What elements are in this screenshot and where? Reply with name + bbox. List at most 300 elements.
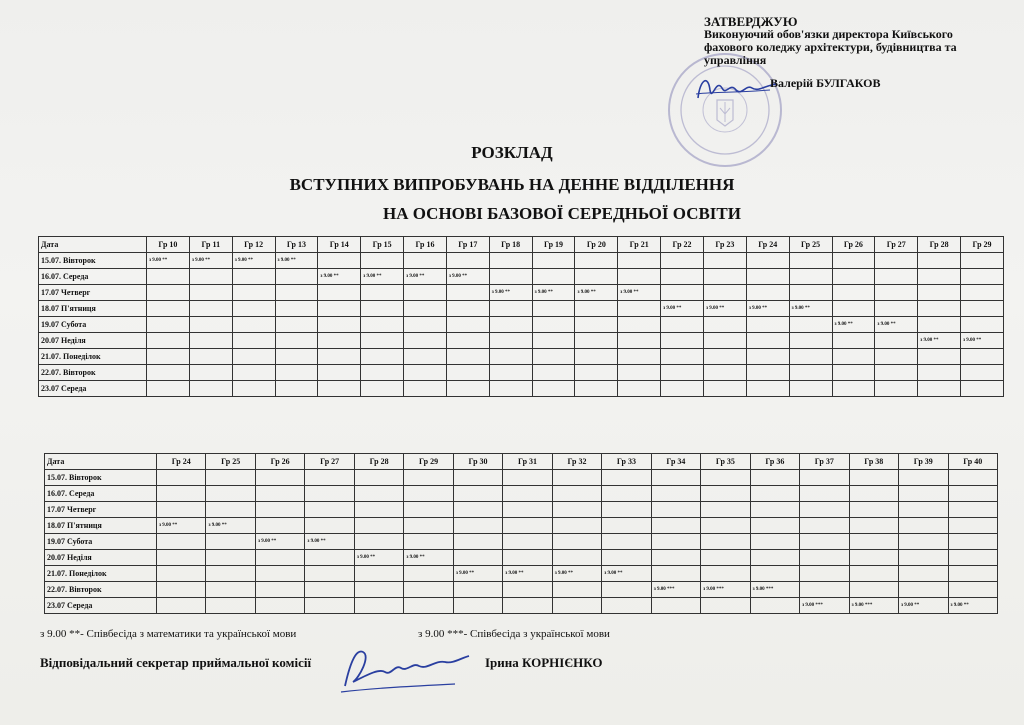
row-date: 15.07. Вівторок <box>39 253 147 269</box>
schedule-cell <box>305 550 354 566</box>
schedule-cell <box>255 598 304 614</box>
schedule-cell <box>832 269 875 285</box>
schedule-cell <box>404 381 447 397</box>
schedule-cell <box>206 566 255 582</box>
schedule-cell <box>602 550 651 566</box>
schedule-cell: з 9.00 ** <box>232 253 275 269</box>
schedule-cell <box>503 550 552 566</box>
schedule-cell <box>361 317 404 333</box>
schedule-cell <box>489 317 532 333</box>
schedule-cell <box>849 582 898 598</box>
schedule-cell <box>157 582 206 598</box>
schedule-cell <box>661 365 704 381</box>
group-column-header: Гр 26 <box>832 237 875 253</box>
schedule-cell <box>354 502 403 518</box>
schedule-cell <box>206 470 255 486</box>
schedule-table-1 <box>38 236 1004 397</box>
schedule-cell: з 9.00 ** <box>404 550 453 566</box>
schedule-cell <box>703 349 746 365</box>
schedule-cell <box>948 534 998 550</box>
schedule-cell <box>618 253 661 269</box>
schedule-cell <box>948 486 998 502</box>
schedule-cell <box>404 566 453 582</box>
schedule-cell <box>404 486 453 502</box>
schedule-cell <box>918 349 961 365</box>
schedule-cell <box>404 582 453 598</box>
schedule-cell <box>849 550 898 566</box>
schedule-cell <box>157 598 206 614</box>
schedule-cell <box>701 598 750 614</box>
schedule-cell <box>800 550 849 566</box>
schedule-cell <box>232 365 275 381</box>
schedule-cell <box>750 518 799 534</box>
schedule-cell <box>703 333 746 349</box>
schedule-cell: з 9.00 ** <box>602 566 651 582</box>
schedule-cell <box>961 317 1004 333</box>
schedule-cell <box>489 381 532 397</box>
schedule-cell <box>275 269 318 285</box>
schedule-cell <box>961 285 1004 301</box>
schedule-cell <box>800 470 849 486</box>
schedule-cell: з 9.00 ** <box>618 285 661 301</box>
schedule-cell <box>532 301 575 317</box>
schedule-cell <box>875 285 918 301</box>
schedule-cell <box>255 502 304 518</box>
schedule-cell <box>849 534 898 550</box>
schedule-cell <box>189 285 232 301</box>
schedule-cell <box>918 285 961 301</box>
schedule-cell <box>899 470 948 486</box>
schedule-cell <box>361 301 404 317</box>
schedule-cell <box>875 333 918 349</box>
schedule-cell <box>750 470 799 486</box>
table-header-row <box>45 454 998 470</box>
group-column-header: Гр 33 <box>602 454 651 470</box>
schedule-cell <box>305 582 354 598</box>
group-column-header: Гр 23 <box>703 237 746 253</box>
schedule-cell <box>746 381 789 397</box>
schedule-cell <box>147 333 190 349</box>
table-row <box>45 582 998 598</box>
group-column-header: Гр 18 <box>489 237 532 253</box>
schedule-cell <box>305 470 354 486</box>
schedule-cell <box>532 333 575 349</box>
schedule-cell <box>453 550 502 566</box>
row-date: 16.07. Середа <box>39 269 147 285</box>
row-date: 19.07 Субота <box>39 317 147 333</box>
schedule-cell <box>703 381 746 397</box>
date-column-header: Дата <box>39 237 147 253</box>
table-row <box>39 317 1004 333</box>
schedule-cell <box>602 518 651 534</box>
group-column-header: Гр 28 <box>354 454 403 470</box>
schedule-cell <box>661 285 704 301</box>
schedule-cell <box>750 534 799 550</box>
schedule-cell <box>189 301 232 317</box>
schedule-cell <box>899 582 948 598</box>
schedule-cell <box>453 518 502 534</box>
schedule-cell <box>354 566 403 582</box>
schedule-cell <box>318 349 361 365</box>
schedule-cell <box>404 301 447 317</box>
schedule-cell <box>503 470 552 486</box>
schedule-cell <box>575 317 618 333</box>
schedule-cell: з 9.00 ** <box>354 550 403 566</box>
schedule-cell <box>552 486 601 502</box>
schedule-cell <box>446 253 489 269</box>
schedule-cell <box>453 470 502 486</box>
schedule-cell: з 9.00 ** <box>503 566 552 582</box>
schedule-cell <box>552 598 601 614</box>
schedule-cell <box>703 317 746 333</box>
schedule-cell <box>489 365 532 381</box>
schedule-cell <box>503 582 552 598</box>
schedule-cell <box>318 317 361 333</box>
table-row <box>39 253 1004 269</box>
schedule-cell <box>849 566 898 582</box>
group-column-header: Гр 35 <box>701 454 750 470</box>
schedule-cell <box>552 582 601 598</box>
schedule-cell <box>361 381 404 397</box>
schedule-cell: з 9.00 ** <box>361 269 404 285</box>
group-column-header: Гр 31 <box>503 454 552 470</box>
schedule-cell <box>404 534 453 550</box>
schedule-cell: з 9.00 ** <box>255 534 304 550</box>
schedule-cell: з 9.00 *** <box>651 582 700 598</box>
schedule-cell <box>453 598 502 614</box>
group-column-header: Гр 24 <box>746 237 789 253</box>
schedule-cell <box>157 470 206 486</box>
group-column-header: Гр 15 <box>361 237 404 253</box>
schedule-cell <box>789 381 832 397</box>
schedule-cell <box>275 285 318 301</box>
group-column-header: Гр 28 <box>918 237 961 253</box>
schedule-cell <box>575 333 618 349</box>
row-date: 16.07. Середа <box>45 486 157 502</box>
table-row <box>45 534 998 550</box>
schedule-cell <box>232 333 275 349</box>
row-date: 18.07 П'ятниця <box>39 301 147 317</box>
schedule-cell: з 9.00 ** <box>318 269 361 285</box>
schedule-cell <box>532 317 575 333</box>
schedule-cell: з 9.00 *** <box>750 582 799 598</box>
schedule-cell <box>255 486 304 502</box>
schedule-cell <box>651 470 700 486</box>
group-column-header: Гр 37 <box>800 454 849 470</box>
table-row <box>39 285 1004 301</box>
table-row <box>39 381 1004 397</box>
schedule-cell <box>147 365 190 381</box>
schedule-cell <box>446 365 489 381</box>
schedule-cell <box>800 486 849 502</box>
schedule-cell <box>961 253 1004 269</box>
schedule-cell: з 9.00 *** <box>701 582 750 598</box>
group-column-header: Гр 19 <box>532 237 575 253</box>
group-column-header: Гр 40 <box>948 454 998 470</box>
schedule-cell <box>489 349 532 365</box>
schedule-cell <box>746 317 789 333</box>
group-column-header: Гр 25 <box>206 454 255 470</box>
schedule-cell <box>899 486 948 502</box>
schedule-cell <box>318 285 361 301</box>
schedule-cell <box>899 502 948 518</box>
row-date: 22.07. Вівторок <box>45 582 157 598</box>
schedule-cell <box>275 349 318 365</box>
schedule-cell <box>318 365 361 381</box>
schedule-cell <box>918 301 961 317</box>
row-date: 17.07 Четверг <box>39 285 147 301</box>
approval-signer: Валерій БУЛГАКОВ <box>770 76 881 90</box>
schedule-cell <box>255 550 304 566</box>
schedule-cell <box>789 317 832 333</box>
schedule-cell <box>701 470 750 486</box>
schedule-cell <box>157 502 206 518</box>
schedule-cell <box>232 285 275 301</box>
row-date: 21.07. Понеділок <box>45 566 157 582</box>
schedule-cell <box>948 502 998 518</box>
schedule-cell <box>651 598 700 614</box>
schedule-cell <box>961 381 1004 397</box>
schedule-cell <box>602 534 651 550</box>
group-column-header: Гр 24 <box>157 454 206 470</box>
table-row <box>39 365 1004 381</box>
schedule-cell <box>918 381 961 397</box>
group-column-header: Гр 29 <box>404 454 453 470</box>
schedule-cell <box>701 550 750 566</box>
schedule-cell <box>361 365 404 381</box>
schedule-cell <box>552 470 601 486</box>
schedule-cell <box>189 317 232 333</box>
group-column-header: Гр 20 <box>575 237 618 253</box>
schedule-cell: з 9.00 ** <box>189 253 232 269</box>
schedule-cell: з 9.00 ** <box>147 253 190 269</box>
schedule-cell <box>532 253 575 269</box>
schedule-cell <box>305 598 354 614</box>
schedule-cell <box>354 582 403 598</box>
schedule-cell <box>789 285 832 301</box>
schedule-cell: з 9.00 ** <box>961 333 1004 349</box>
row-date: 15.07. Вівторок <box>45 470 157 486</box>
schedule-cell <box>552 550 601 566</box>
schedule-cell <box>750 486 799 502</box>
schedule-cell <box>318 381 361 397</box>
secretary-role: Відповідальний секретар приймальної комісії <box>40 655 312 670</box>
schedule-cell: з 9.00 ** <box>305 534 354 550</box>
table-row <box>45 518 998 534</box>
schedule-cell <box>961 301 1004 317</box>
group-column-header: Гр 11 <box>189 237 232 253</box>
group-column-header: Гр 30 <box>453 454 502 470</box>
schedule-cell <box>918 365 961 381</box>
schedule-cell <box>404 285 447 301</box>
schedule-cell <box>703 365 746 381</box>
group-column-header: Гр 36 <box>750 454 799 470</box>
schedule-cell: з 9.00 ** <box>703 301 746 317</box>
schedule-cell <box>354 470 403 486</box>
schedule-cell: з 9.00 ** <box>157 518 206 534</box>
schedule-cell <box>503 486 552 502</box>
schedule-cell <box>832 285 875 301</box>
group-column-header: Гр 26 <box>255 454 304 470</box>
schedule-cell <box>875 269 918 285</box>
schedule-cell <box>446 285 489 301</box>
group-column-header: Гр 22 <box>661 237 704 253</box>
schedule-cell <box>746 269 789 285</box>
schedule-cell <box>602 582 651 598</box>
schedule-cell <box>701 486 750 502</box>
group-column-header: Гр 17 <box>446 237 489 253</box>
schedule-cell <box>446 301 489 317</box>
date-column-header: Дата <box>45 454 157 470</box>
schedule-cell <box>157 486 206 502</box>
schedule-cell <box>206 502 255 518</box>
schedule-cell <box>361 349 404 365</box>
schedule-cell <box>275 381 318 397</box>
schedule-cell <box>147 349 190 365</box>
schedule-cell <box>232 349 275 365</box>
schedule-cell: з 9.00 ** <box>746 301 789 317</box>
approval-line-3: управління <box>704 53 767 67</box>
group-column-header: Гр 12 <box>232 237 275 253</box>
schedule-cell <box>532 349 575 365</box>
schedule-cell <box>305 502 354 518</box>
schedule-cell <box>750 566 799 582</box>
table-row <box>45 470 998 486</box>
schedule-cell <box>618 365 661 381</box>
schedule-cell <box>255 470 304 486</box>
group-column-header: Гр 10 <box>147 237 190 253</box>
approval-line-2: фахового коледжу архітектури, будівництва та <box>704 40 957 54</box>
schedule-cell <box>354 598 403 614</box>
title-line-1: РОЗКЛАД <box>471 143 553 162</box>
schedule-cell <box>318 333 361 349</box>
schedule-cell <box>157 534 206 550</box>
approval-block <box>704 14 1004 90</box>
schedule-cell <box>575 381 618 397</box>
schedule-cell <box>789 349 832 365</box>
schedule-cell: з 9.00 ** <box>206 518 255 534</box>
schedule-cell <box>206 598 255 614</box>
schedule-cell <box>746 333 789 349</box>
row-date: 20.07 Неділя <box>45 550 157 566</box>
group-column-header: Гр 25 <box>789 237 832 253</box>
row-date: 22.07. Вівторок <box>39 365 147 381</box>
schedule-cell <box>575 301 618 317</box>
approval-heading: ЗАТВЕРДЖУЮ <box>704 14 798 29</box>
schedule-cell <box>961 269 1004 285</box>
legend-one-subject: з 9.00 ***- Співбесіда з української мови <box>418 628 610 640</box>
schedule-cell <box>575 365 618 381</box>
schedule-cell <box>800 582 849 598</box>
group-column-header: Гр 39 <box>899 454 948 470</box>
row-date: 23.07 Середа <box>45 598 157 614</box>
schedule-cell <box>651 486 700 502</box>
schedule-cell <box>503 598 552 614</box>
schedule-cell <box>651 550 700 566</box>
schedule-cell <box>446 317 489 333</box>
schedule-cell <box>532 381 575 397</box>
schedule-cell <box>275 301 318 317</box>
schedule-cell <box>354 486 403 502</box>
schedule-cell <box>832 349 875 365</box>
group-column-header: Гр 21 <box>618 237 661 253</box>
schedule-cell <box>875 365 918 381</box>
group-column-header: Гр 16 <box>404 237 447 253</box>
schedule-cell <box>275 365 318 381</box>
schedule-cell <box>147 381 190 397</box>
schedule-cell <box>789 269 832 285</box>
schedule-cell: з 9.00 ** <box>875 317 918 333</box>
table-row <box>45 566 998 582</box>
schedule-cell <box>275 317 318 333</box>
schedule-cell <box>832 333 875 349</box>
table-row <box>39 301 1004 317</box>
row-date: 19.07 Субота <box>45 534 157 550</box>
schedule-cell <box>703 253 746 269</box>
schedule-cell <box>404 317 447 333</box>
schedule-cell: з 9.00 ** <box>489 285 532 301</box>
schedule-cell <box>404 253 447 269</box>
schedule-cell <box>661 381 704 397</box>
schedule-cell <box>206 550 255 566</box>
title-line-2: ВСТУПНИХ ВИПРОБУВАНЬ НА ДЕННЕ ВІДДІЛЕННЯ <box>289 175 735 194</box>
schedule-cell <box>157 550 206 566</box>
group-column-header: Гр 38 <box>849 454 898 470</box>
row-date: 20.07 Неділя <box>39 333 147 349</box>
schedule-cell <box>206 582 255 598</box>
schedule-cell <box>746 285 789 301</box>
legend-two-subjects: з 9.00 **- Співбесіда з математики та української мови <box>40 628 297 640</box>
schedule-cell <box>189 349 232 365</box>
director-signature <box>690 68 780 108</box>
group-column-header: Гр 14 <box>318 237 361 253</box>
schedule-cell <box>318 301 361 317</box>
table-row <box>39 333 1004 349</box>
secretary-name: Ірина КОРНІЄНКО <box>485 655 603 670</box>
schedule-cell <box>618 333 661 349</box>
schedule-cell <box>147 285 190 301</box>
group-column-header: Гр 27 <box>305 454 354 470</box>
schedule-cell <box>948 470 998 486</box>
schedule-cell <box>532 269 575 285</box>
schedule-cell <box>800 518 849 534</box>
schedule-cell <box>899 518 948 534</box>
schedule-cell <box>453 486 502 502</box>
schedule-cell <box>552 534 601 550</box>
schedule-cell <box>453 534 502 550</box>
schedule-cell <box>948 582 998 598</box>
schedule-cell <box>789 253 832 269</box>
schedule-cell <box>832 253 875 269</box>
schedule-cell <box>489 333 532 349</box>
schedule-cell <box>750 502 799 518</box>
schedule-cell <box>948 550 998 566</box>
schedule-cell <box>701 534 750 550</box>
schedule-table-2 <box>44 453 998 614</box>
schedule-cell <box>446 381 489 397</box>
schedule-cell <box>618 317 661 333</box>
schedule-cell: з 9.00 ** <box>532 285 575 301</box>
schedule-cell <box>918 269 961 285</box>
group-column-header: Гр 32 <box>552 454 601 470</box>
table-row <box>45 486 998 502</box>
schedule-cell <box>948 518 998 534</box>
row-date: 18.07 П'ятниця <box>45 518 157 534</box>
table-row <box>45 502 998 518</box>
schedule-cell <box>918 317 961 333</box>
row-date: 17.07 Четверг <box>45 502 157 518</box>
schedule-cell <box>746 349 789 365</box>
